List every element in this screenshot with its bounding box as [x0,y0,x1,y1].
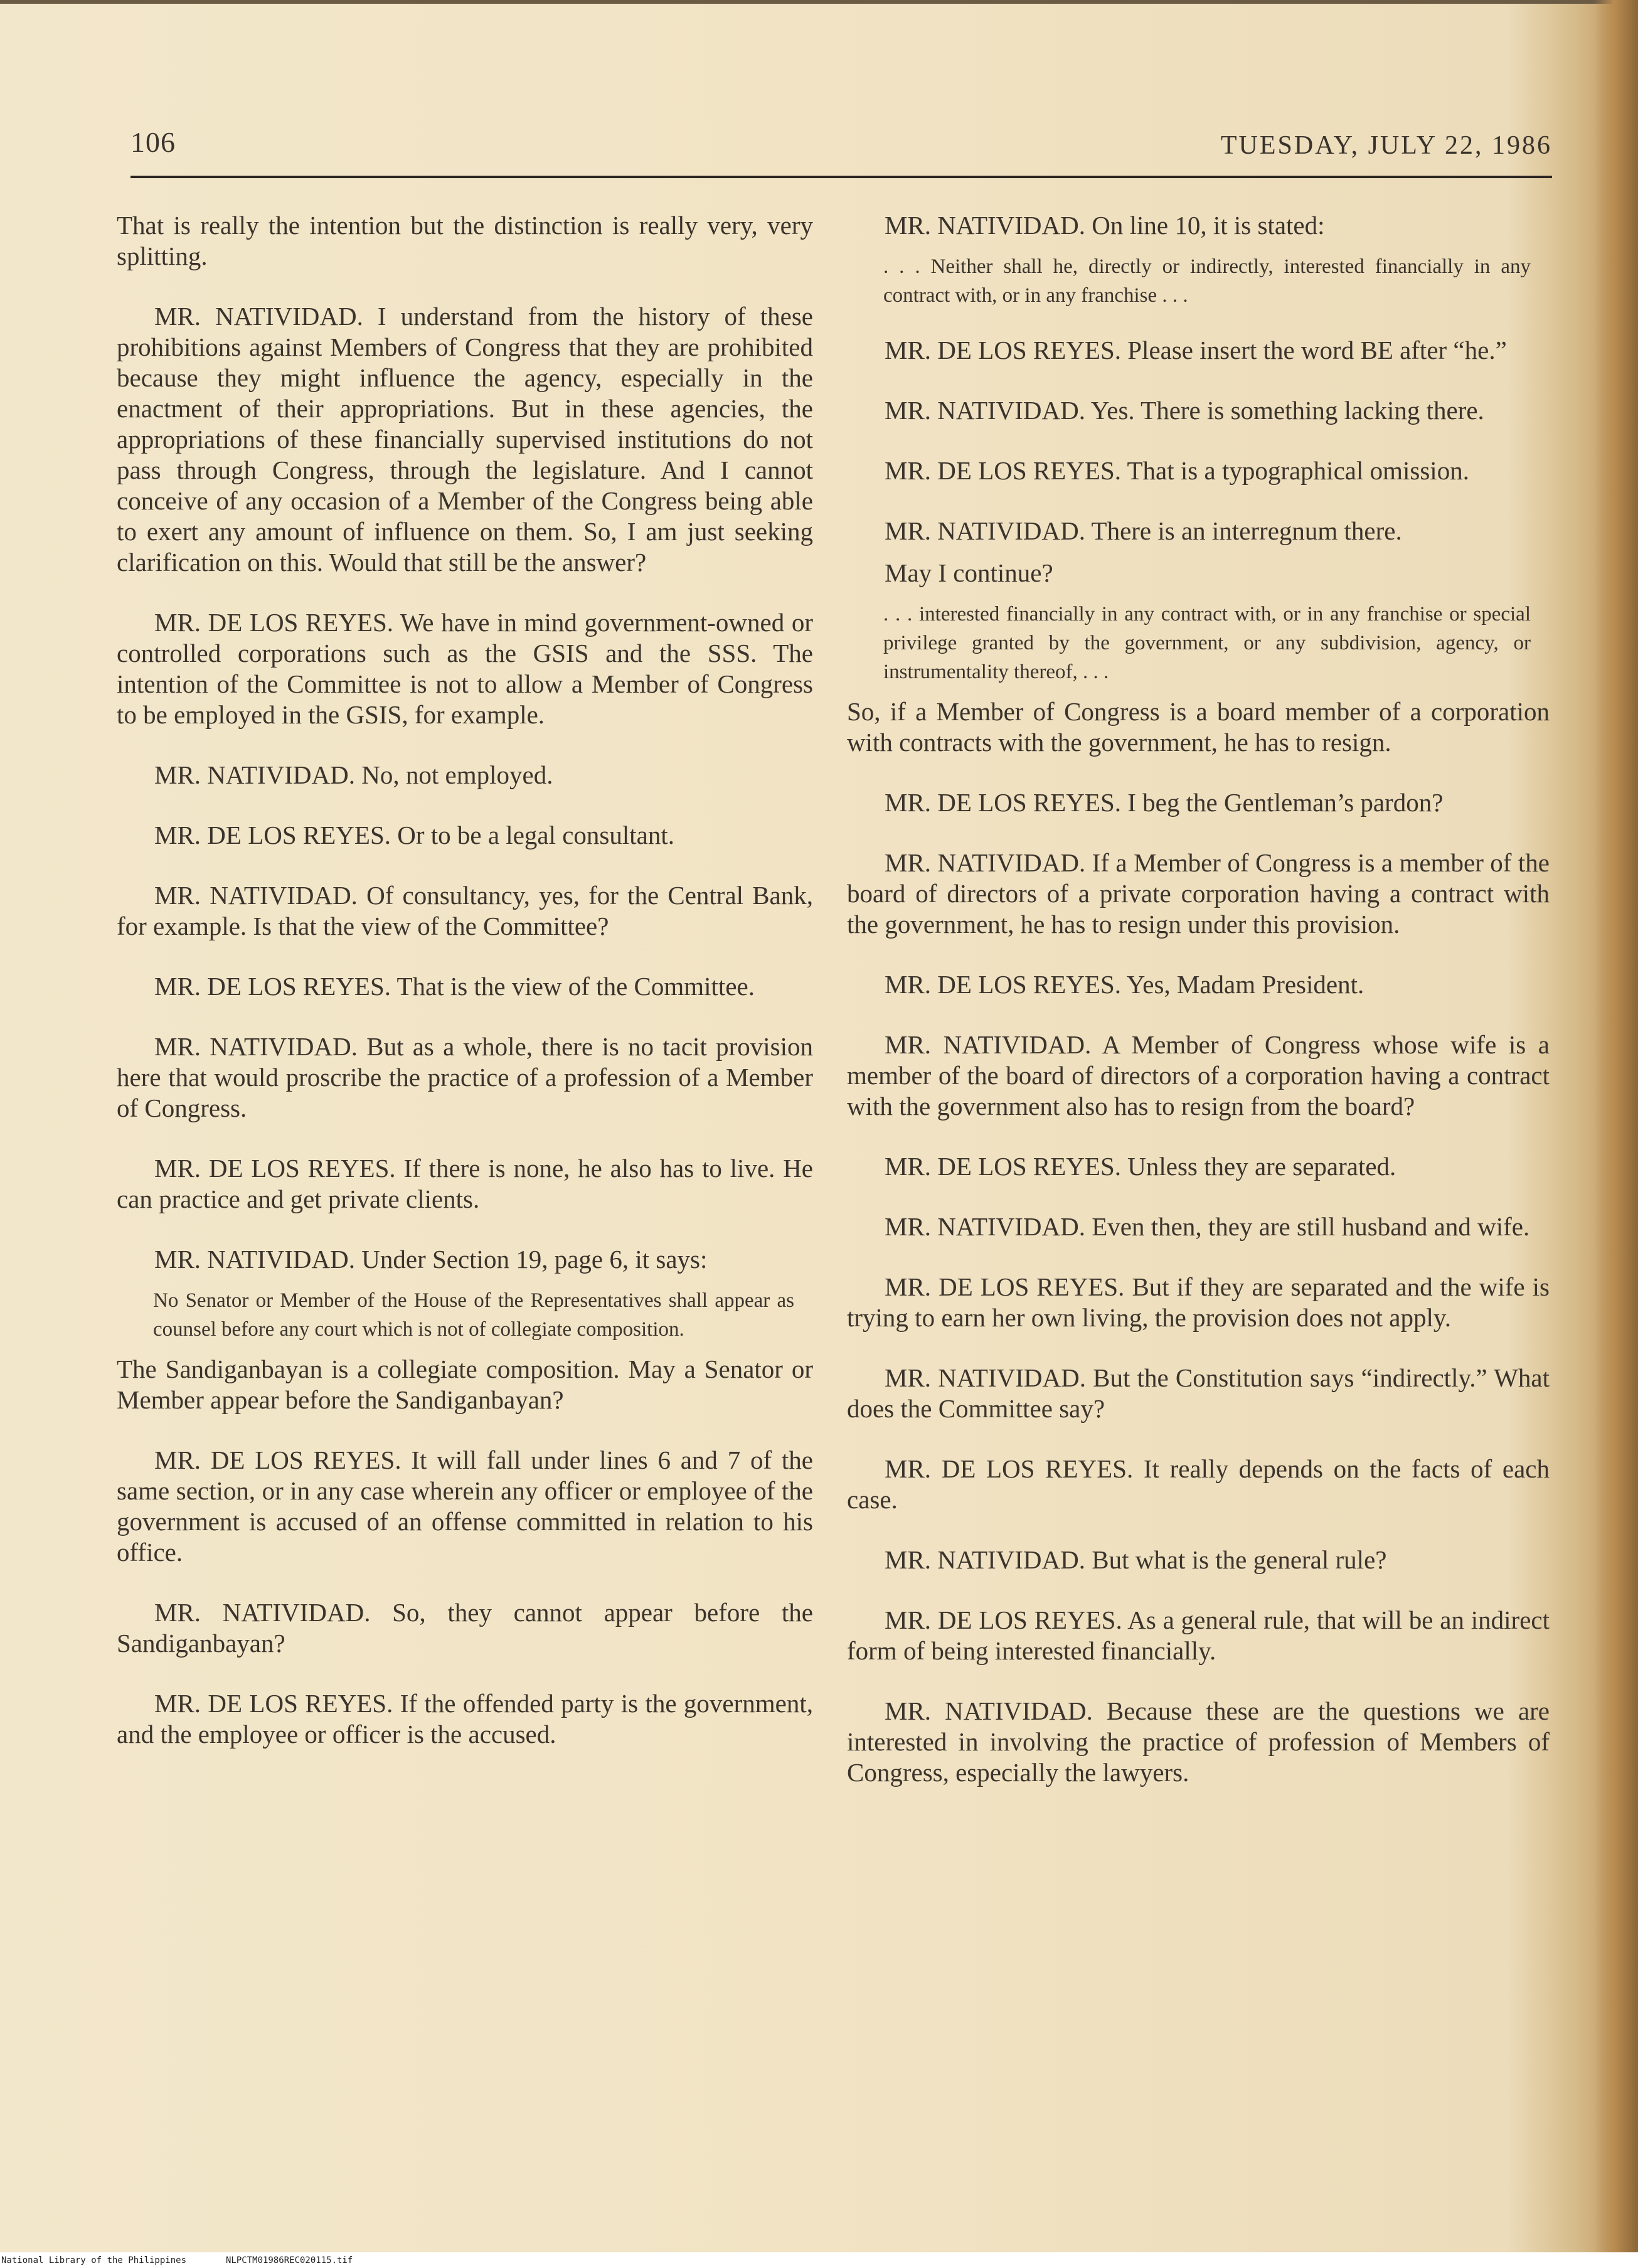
paragraph: MR. DE LOS REYES. Unless they are separated. [885,1152,1396,1181]
right-column [847,210,1550,1818]
paragraph: MR. DE LOS REYES. Please insert the word BE after “he.” [885,336,1507,365]
library-credit: National Library of the Philippines [1,2255,187,2265]
paragraph: MR. NATIVIDAD. If a Member of Congress is a member of the board of directors of a private corporation having a contract with the government, he has to resign under this provision. [847,848,1550,939]
paragraph: MR. NATIVIDAD. But what is the general rule? [885,1545,1387,1574]
paragraph: MR. NATIVIDAD. Even then, they are still husband and wife. [885,1212,1530,1241]
paragraph: May I continue? [885,558,1053,587]
paragraph: MR. NATIVIDAD. But the Constitution says “indirectly.” What does the Committee say? [847,1363,1550,1423]
top-edge-shadow [0,0,1638,4]
paragraph: That is really the intention but the distinction is really very, very splitting. [117,211,813,270]
paragraph: The Sandiganbayan is a collegiate composition. May a Senator or Member appear before the Sandiganbayan? [117,1355,813,1414]
paragraph: So, if a Member of Congress is a board member of a corporation with contracts with the government, he has to resign. [847,697,1550,757]
paragraph: MR. NATIVIDAD. Under Section 19, page 6, it says: [154,1245,708,1274]
paragraph: MR. DE LOS REYES. Or to be a legal consultant. [154,821,675,849]
paragraph: MR. NATIVIDAD. But as a whole, there is no tacit provision here that would proscribe the practice of a profession of a Member of Congress. [117,1032,813,1122]
paragraph: MR. DE LOS REYES. If the offended party is the government, and the employee or officer is the accused. [117,1689,813,1749]
paragraph: MR. NATIVIDAD. So, they cannot appear before the Sandiganbayan? [117,1598,813,1658]
paragraph: MR. DE LOS REYES. We have in mind government-owned or controlled corporations such as the GSIS and the SSS. The intention of the Committee is not to allow a Member of Congress to be employed in the GSIS, for example. [117,608,813,729]
paragraph: MR. DE LOS REYES. Yes, Madam President. [885,970,1364,999]
paragraph: MR. NATIVIDAD. Because these are the questions we are interested in involving the practice of profession of Members of Congress, especially the lawyers. [847,1696,1550,1787]
paragraph: MR. NATIVIDAD. Of consultancy, yes, for the Central Bank, for example. Is that the view of the Committee? [117,881,813,940]
paragraph: MR. NATIVIDAD. I understand from the history of these prohibitions against Members of Congress that they are prohibited because they might influence the agency, especially in the enactment of their appropriations. But in these agencies, the appropriations of these financially supervised institutions do not pass through Congress, through the legislature. And I cannot conceive of any occasion of a Member of the Congress being able to exert any amount of influence on them. So, I am just seeking clarification on this. Would that still be the answer? [117,302,813,577]
paragraph: MR. NATIVIDAD. On line 10, it is stated: [885,211,1325,240]
file-id: NLPCTM01986REC020115.tif [226,2255,353,2265]
paragraph: MR. DE LOS REYES. As a general rule, that will be an indirect form of being interested financially. [847,1605,1550,1665]
paragraph: MR. NATIVIDAD. There is an interregnum there. [885,516,1402,545]
paragraph: MR. DE LOS REYES. It really depends on the facts of each case. [847,1454,1550,1514]
book-spine-shadow [1594,0,1638,2252]
paragraph: MR. DE LOS REYES. If there is none, he also has to live. He can practice and get private clients. [117,1154,813,1213]
scan-footer [0,2254,1638,2268]
page-number: 106 [130,126,176,158]
paragraph: MR. NATIVIDAD. No, not employed. [154,760,553,789]
paragraph: MR. NATIVIDAD. A Member of Congress whose wife is a member of the board of directors of a corporation having a contract with the government also has to resign from the board? [847,1030,1550,1121]
left-column [117,210,813,1779]
paragraph: MR. DE LOS REYES. That is the view of the Committee. [154,972,755,1001]
page-header [130,119,1552,178]
paragraph: MR. DE LOS REYES. I beg the Gentleman’s pardon? [885,788,1444,817]
paragraph: MR. DE LOS REYES. But if they are separated and the wife is trying to earn her own living, the provision does not apply. [847,1272,1550,1332]
block-quote: . . . interested financially in any contract with, or in any franchise or special privilege granted by the government, or any subdivision, agency, or instrumentality thereof, . . . [883,603,1531,683]
page-date: TUESDAY, JULY 22, 1986 [1220,131,1552,160]
paragraph: MR. NATIVIDAD. Yes. There is something lacking there. [885,396,1484,425]
paragraph: MR. DE LOS REYES. That is a typographical omission. [885,456,1469,485]
paragraph: MR. DE LOS REYES. It will fall under lines 6 and 7 of the same section, or in any case wherein any officer or employee of the government is accused of an offense committed in relation to his office. [117,1445,813,1567]
block-quote: No Senator or Member of the House of the Representatives shall appear as counsel before any court which is not of collegiate composition. [153,1289,794,1341]
block-quote: . . . Neither shall he, directly or indirectly, interested financially in any contract with, or in any franchise . . . [883,255,1531,307]
